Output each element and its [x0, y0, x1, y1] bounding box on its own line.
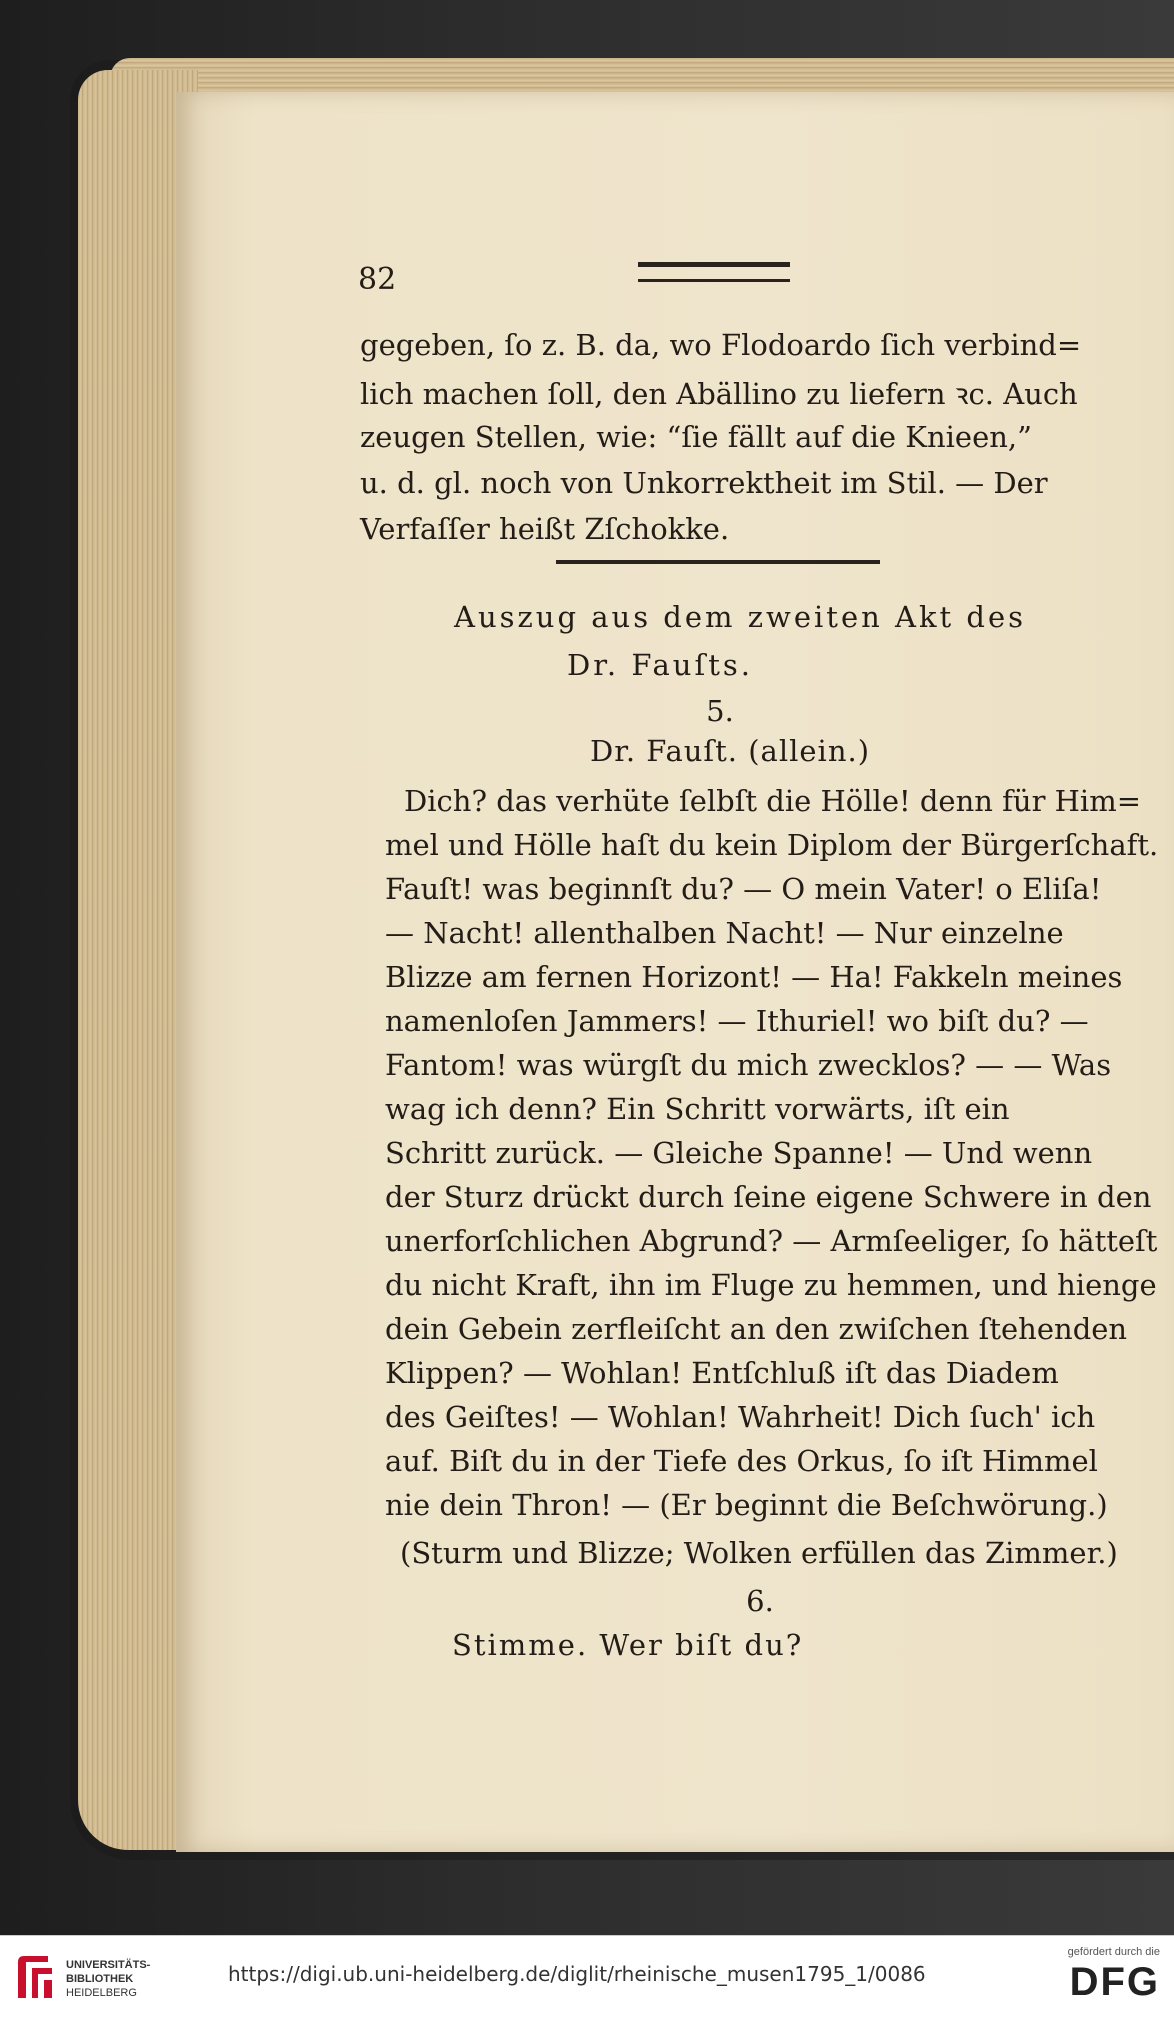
- dfg-logo: DFG: [1069, 1960, 1160, 2004]
- body-line: gegeben, ſo z. B. da, wo Flodoardo ſich verbind=: [360, 328, 1082, 362]
- page-url-link[interactable]: https://digi.ub.uni-heidelberg.de/diglit/rheinische_musen1795_1/0086: [228, 1962, 926, 1986]
- monologue-line: Fantom! was würgſt du mich zwecklos? — — Was: [385, 1048, 1112, 1082]
- sponsor-block: [1068, 1946, 1160, 2006]
- body-line: lich machen ſoll, den Abällino zu liefern ꝛc. Auch: [360, 377, 1078, 411]
- header-rule: [638, 262, 790, 282]
- speaker-line: Stimme. Wer biſt du?: [452, 1628, 804, 1662]
- book-top-edge: [110, 58, 1174, 96]
- monologue-line: Dich? das verhüte ſelbſt die Hölle! denn für Him=: [404, 784, 1142, 818]
- monologue-line: wag ich denn? Ein Schritt vorwärts, iſt ein: [385, 1092, 1010, 1126]
- monologue-line: der Sturz drückt durch ſeine eigene Schwere in den: [385, 1180, 1152, 1214]
- body-line: zeugen Stellen, wie: “ſie fällt auf die Knieen,”: [360, 420, 1032, 454]
- body-line: u. d. gl. noch von Unkorrektheit im Stil. — Der: [360, 466, 1048, 500]
- monologue-line: Klippen? — Wohlan! Entſchluß iſt das Diadem: [385, 1356, 1059, 1390]
- scene-number: 6.: [746, 1584, 774, 1618]
- university-logo-text: [66, 1958, 150, 2000]
- monologue-line: Schritt zurück. — Gleiche Spanne! — Und wenn: [385, 1136, 1093, 1170]
- monologue-line: namenloſen Jammers! — Ithuriel! wo biſt du? —: [385, 1004, 1089, 1038]
- monologue-line: nie dein Thron! — (Er beginnt die Beſchwörung.): [385, 1488, 1108, 1522]
- monologue-line: — Nacht! allenthalben Nacht! — Nur einzelne: [385, 916, 1064, 950]
- section-title-name: Dr. Fauſts.: [567, 648, 753, 682]
- viewer-footer: [0, 1935, 1174, 2021]
- monologue-line: unerforſchlichen Abgrund? — Armſeeliger, ſo hätteſt: [385, 1224, 1158, 1258]
- page-number: 82: [358, 262, 397, 297]
- monologue-line: mel und Hölle haſt du kein Diplom der Bürgerſchaft.: [385, 828, 1159, 862]
- monologue-line: du nicht Kraft, ihn im Fluge zu hemmen, und hienge: [385, 1268, 1157, 1302]
- monologue-line: Fauſt! was beginnſt du? — O mein Vater! o Eliſa!: [385, 872, 1102, 906]
- stage-direction: (Sturm und Blizze; Wolken erfüllen das Zimmer.): [400, 1536, 1118, 1570]
- monologue-line: des Geiſtes! — Wohlan! Wahrheit! Dich ſuch' ich: [385, 1400, 1096, 1434]
- scene-number: 5.: [706, 694, 734, 728]
- section-rule: [556, 560, 880, 564]
- monologue-line: Blizze am fernen Horizont! — Ha! Fakkeln meines: [385, 960, 1123, 994]
- section-title: Auszug aus dem zweiten Akt des: [454, 600, 1026, 634]
- university-logo-icon: [14, 1952, 56, 2002]
- logo-line: BIBLIOTHEK: [66, 1973, 134, 1985]
- speaker-label: Dr. Fauſt. (allein.): [589, 734, 871, 768]
- monologue-line: auf. Biſt du in der Tiefe des Orkus, ſo iſt Himmel: [385, 1444, 1098, 1478]
- logo-line: UNIVERSITÄTS-: [66, 1959, 151, 1971]
- body-line: Verfaſſer heißt Zſchokke.: [360, 512, 730, 546]
- monologue-line: dein Gebein zerfleiſcht an den zwiſchen ſtehenden: [385, 1312, 1128, 1346]
- sponsor-label: gefördert durch die: [1067, 1946, 1160, 1958]
- logo-line: HEIDELBERG: [66, 1987, 137, 1999]
